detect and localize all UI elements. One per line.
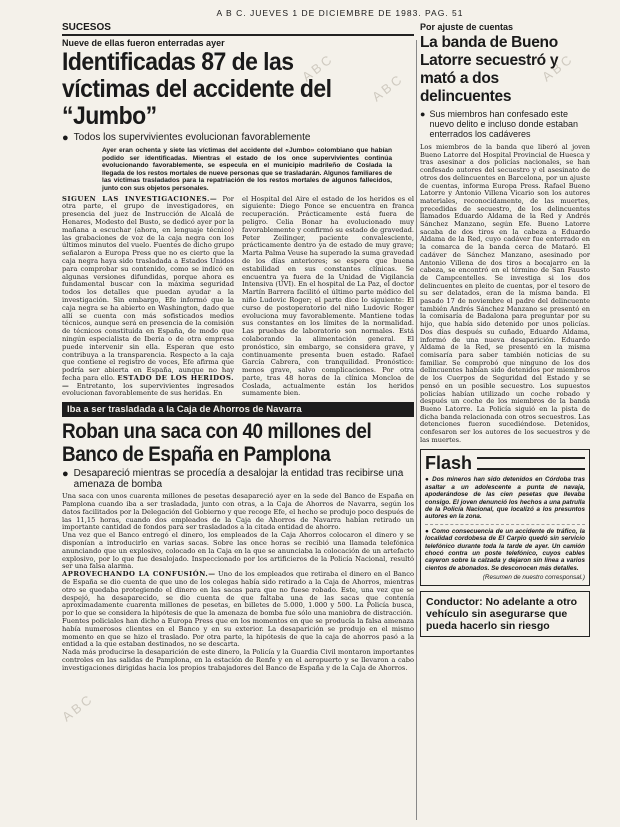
story1-bullet-text: Todos los supervivientes evolucionan favorablemente (73, 132, 311, 143)
bullet-icon: ● (62, 468, 69, 481)
story1-subhead-2: ESTADO DE LOS HERIDOS.— (62, 373, 234, 390)
story2-body (62, 493, 414, 672)
story3-kicker: Por ajuste de cuentas (420, 22, 514, 32)
story1-kicker: Nueve de ellas fueron enterradas ayer (62, 38, 225, 48)
story1-subhead-1: SIGUEN LAS INVESTIGACIONES.— (62, 194, 218, 203)
story2-para3-text: Uno de los empleados que retiraba el dinero en el Banco de España se dio cuenta de que uno de los colegas había sido retirado a la Caja de Ahorros, mientras otro se quedaba protegiendo el dinero en las sacas para que no fuese robado. Este, una vez que se despejó, ha desaparecido, se dio cuenta de que faltaba una de las sacas que contenía aproximadamente cuarenta millones de pesetas, en billetes de 5.000, 1.000 y 500. La Policía busca, por lo que se considera la hipótesis de que la amenaza de bomba fue sólo una maniobra de distracción. (62, 570, 414, 618)
column-rule (416, 40, 417, 820)
story2-bullet (62, 468, 414, 490)
story1-bullet (62, 132, 414, 144)
story2-para5: Nada más producirse la desaparición de este dinero, la Policía y la Guardia Civil montaron importantes controles en las salidas de Pamplona, en la estación de Renfe y en el aeropuerto y se llevaron a cabo investigaciones dirigidas hacia los propios trabajadores del Banco de España y de la Caja de Ahorros. (62, 648, 414, 672)
watermark: ABC (299, 50, 337, 85)
flash-signature: (Resumen de nuestro corresponsal.) (482, 574, 585, 582)
section-tag: SUCESOS (62, 22, 414, 36)
story1-body (62, 196, 414, 399)
story2-para3 (62, 571, 414, 618)
flash-item-2-text: Como consecuencia de un accidente de tráfico, la localidad cordobesa de El Carpio quedó sin servicio telefónico durante toda la tarde de ayer. Un camión chocó contra un poste telefónico, cuyos cables cayeron sobre la calzada y dejaron sin línea a varios cientos de abonados. Se desconocen más detalles. (425, 527, 585, 572)
story1-lead: Ayer eran ochenta y siete las víctimas del accidente del «Jumbo» colombiano que habían podido ser identificadas. Mientras el estado de los once supervivientes continúa evolucionando favorablemente, se especula en el municipio madrileño de Coslada la llegada de los restos mortales de nueve personas que se trasladarán. Algunos familiares de las víctimas trasladados para la repatriación de los restos mortales de algunos fallecidos, junto con sus objetos personales. (102, 147, 392, 192)
left-column (62, 22, 414, 673)
flash-item-1-text: Dos mineros han sido detenidos en Córdoba tras asaltar a un adolescente a punta de navaja, apoderándose de las cien pesetas que llevaba consigo. El joven denunció los hechos a una patrulla de la Policía Nacional, que localizó a los presuntos autores en la zona. (425, 476, 585, 521)
story2-para2: Una vez que el Banco entregó el dinero, los empleados de la Caja Ahorros colocaron el dinero y se disponían a introducirlo en varias sacas. Sobre las once horas se recibió una llamada telefónica anunciando que un explosivo, colocado en la Caja en la que se anunciaba la colocación de un artefacto explosivo, por lo que fue desalojado. Inspeccionado por los artificieros de la Policía Nacional, resultó ser una falsa alarma. (62, 531, 414, 571)
flash-header (425, 453, 585, 474)
story2-para1: Una saca con unos cuarenta millones de pesetas desapareció ayer en la sede del Banco de España en Pamplona cuando iba a ser trasladada, junto con otras, a la Caja de Ahorros de Navarra, según los datos facilitados por la Delegación del Gobierno y que recoge Efe, el hecho se produjo poco después de las 11,15 horas, cuando dos empleados de la Caja de Ahorros de Navarra habían retirado un importante cantidad de fondos para ser trasladados a la citada entidad de ahorro. (62, 492, 414, 532)
flash-box (420, 449, 590, 586)
flash-item: ● Dos mineros han sido detenidos en Córdoba tras asaltar a un adolescente a punta de navaja, apoderándose de las cien pesetas que llevaba consigo. El joven denunció los hechos a una patrulla de la Policía Nacional, que localizó a los presuntos autores en la zona. (425, 476, 585, 521)
running-header: A B C. JUEVES 1 DE DICIEMBRE DE 1983. PAG. 51 (216, 8, 464, 18)
story1-col1 (62, 196, 234, 399)
watermark: ABC (369, 70, 407, 105)
divider (425, 524, 585, 525)
story1-col2: el Hospital del Aire el estado de los heridos es el siguiente: Diego Ponce se encuentra en franca recuperación. Prácticamente está fuera de peligro. Celia Bonar ha evolucionado muy favorablemente y confirmó su estado de gravedad. Peter Zeilinger, paciente convalesciente, prácticamente dentro ya de estado de muy grave; Marta Palma Veuse ha superado la suma gravedad de los días anteriores; se espera que buena estabilidad en sus constantes clínicas. Se encuentra ya fuera de la Unidad de Vigilancia Intensiva (UVI). En el hospital de La Paz, el doctor Martín Barrera facilitó el último parte médico del niño Ludovic Roger; el parte dice lo siguiente: El curso de postoperatorio del niño Ludovic Roger evoluciona muy favorablemente. Mantiene todas sus constantes en los límites de la normalidad. Las pruebas de laboratorio son normales. Está colaborando la alimentación general. El pronóstico, sin embargo, se considera grave, y continuamente presenta buen estado. Rafael García Cabrera, con tranquilidad. Pronóstico: menos grave, salvo complicaciones. Por otra parte, tras 48 horas de la clínica Moncloa de Coslada, actualmente están los heridos sumamente bien. (242, 194, 414, 398)
story3-headline: La banda de Bueno Latorre secuestró y mató a dos delincuentes (420, 34, 559, 105)
story3-bullet (420, 109, 590, 139)
story3-body: Los miembros de la banda que liberó al joven Bueno Latorre del Hospital Provincial de Huesca y tras asesinar a dos policías nacionales, se han confesado autores del secuestro y el asesinato de otros dos delincuentes en Barcelona, por un ajuste de cuentas, informa Europa Press. Rafael Bueno Latorre y Antonio Villena Vicario son los autores materiales, reconocidamente, de las muertes, precedidas de secuestro, de los delincuentes llamados Eduardo Aldama de la Red y Andrés Sánchez Manzano, según Efe. Bueno Latorre sacaba de dos tiros en la cabeza a Eduardo Aldama de la Red, cuyo cadáver fue enterrado en la comarca de la banda cerca de Mataró. El cadáver de Sánchez Manzano, asesinado por Antonio Villena de dos tiros a bocajarro en la cabeza, se encontró en el término de San Fausto de Campcentelles. Se investiga si los dos delincuentes en pleito de cuentas, por el tesoro de su ser delatados, eran de la misma banda. El pasado 17 de noviembre el padre del delincuente también Andrés Sánchez Manzano se presentó en la comisaría de Badalona para preguntar por su hijo, que había sido detenido por unos policías. Dos días después su cuñado, Eduardo Aldama, informó de una nueva desaparición. Eduardo Aldama de la Red, se presentó en la misma comisaría para saber también noticias de su familiar. Se comprobó que ninguno de los dos delincuentes habían sido detenidos por miembros de los Cuerpos de Seguridad del Estado y se pensó en un posible secuestro. Los supuestos policías habían utilizado un coche robado y después un coche de los miembros de la banda Bueno Latorre. La Policía siguió en la pista de dicha banda relacionada con otros secuestros. Las detenciones fueron sucediéndose. Detenidos, confesaron ser los autores de los secuestros y de las muertes. (420, 143, 591, 444)
story2-banner: Iba a ser trasladada a la Caja de Ahorros de Navarra (62, 402, 414, 417)
story2-headline: Roban una saca con 40 millones del Banco de España en Pamplona (62, 420, 372, 467)
story2-para4: Fuentes policiales han dicho a Europa Press que en los momentos en que se producía la falsa amenaza había numerosos clientes en el Banco y en su exterior. La desaparición se produjo en el mismo momento en que se hizo el traslado. Por otra parte, la hipótesis de que la caja de ahorros pasó a la entidad a la que estaban destinados, no se descarta. (62, 617, 414, 649)
watermark: ABC (59, 690, 97, 725)
story2-subhead: APROVECHANDO LA CONFUSIÓN.— (62, 570, 216, 579)
flash-title: Flash (425, 453, 473, 474)
flash-rule (477, 457, 585, 470)
right-column (420, 22, 590, 637)
conductor-box: Conductor: No adelante a otro vehículo sin asegurarse que pueda hacerlo sin riesgo (420, 591, 590, 637)
bullet-icon: ● (420, 109, 426, 119)
bullet-icon: ● (62, 132, 69, 144)
story1-col1-text: Por otra parte, el grupo de investigadores, en presencia del juez de Instrucción de Alcalá de Henares, Modesto del Busto, se dedicó ayer por la mañana a escuchar (ahora, en lenguaje técnico) las grabaciones de voz de la caja negra con los últimos minutos del vuelo. Fuentes de dicho grupo señalaron a Europa Press que no es cierto que la caja negra haya sido trasladada a Estados Unidos para comprobar su contenido, como se indicó en algunas versiones difundidas, porque ahora es fundamental buscar con la máxima seguridad todos los detalles que puedan ayudar a la investigación. Sin embargo, Efe informó que la caja negra se ha abierto en Washington, dado que allí se cuenta con más sofisticados medios técnicos, aunque será en presencia de la comisión de técnicos constituida en España, de modo que ningún especialista de Iberia o de otra empresa puede intervenir sin ella. Esperan que esto contribuya a la transparencia. Respecto a la caja que contiene el registro de voces, Efe afirma que podría ser abierta en España, aunque no hay fecha para ello. (62, 194, 234, 382)
watermark: ABC (539, 50, 577, 85)
story1-headline: Identificadas 87 de las víctimas del accidente del “Jumbo” (62, 48, 332, 130)
story3-bullet-text: Sus miembros han confesado este nuevo delito e incluso donde estaban enterrados los cadáveres (429, 109, 579, 139)
story2-bullet-text: Desapareció mientras se procedía a desalojar la entidad tras recibirse una amenaza de bomba (73, 468, 404, 491)
flash-item: ● Como consecuencia de un accidente de tráfico, la localidad cordobesa de El Carpio quedó sin servicio telefónico durante toda la tarde de ayer. Un camión chocó contra un poste telefónico, cuyos cables cayeron sobre la calzada y dejaron sin línea a varios cientos de abonados. Se desconocen más detalles. (425, 527, 585, 572)
story1-col1-end: Entretanto, los supervivientes ingresados evolucionan favorablemente de sus heridas. En (62, 381, 234, 398)
